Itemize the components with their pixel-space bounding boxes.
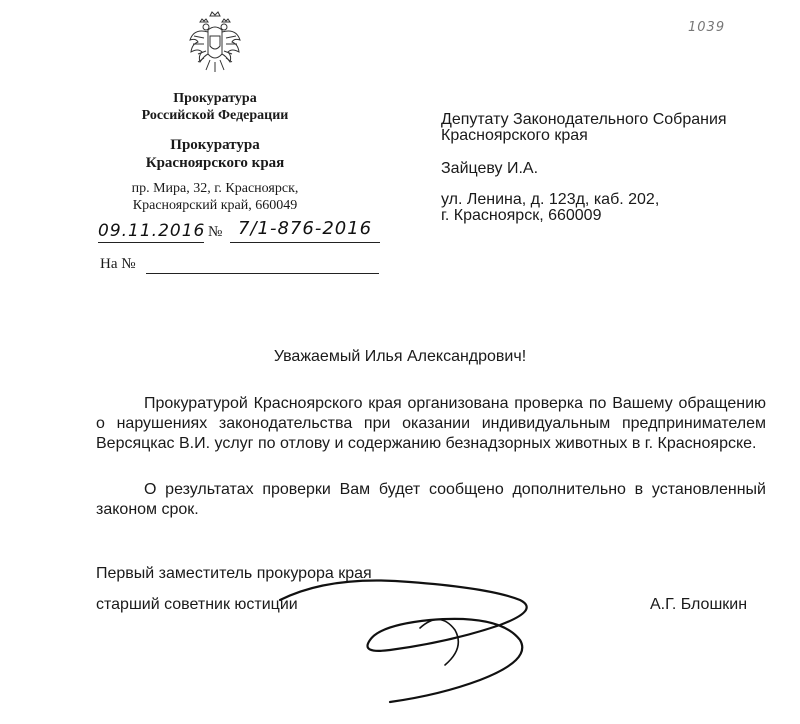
signatory-title-2: старший советник юстиции bbox=[96, 596, 298, 613]
recipient-address2: г. Красноярск, 660009 bbox=[441, 207, 602, 224]
handwritten-reg-number: 7/1-876-2016 bbox=[238, 218, 373, 239]
body-paragraph-1: Прокуратурой Красноярского края организована проверка по Вашему обращению о нарушениях законодательства при оказании индивидуальным предпринимателем Версяцкас В.И. услуг по отлову и содержанию безнадзорных животных в г. Красноярске. bbox=[96, 395, 766, 452]
sender-org-krasnoyarsk: Прокуратура Красноярского края bbox=[145, 137, 285, 171]
sender-org-russia: Прокуратура Российской Федерации bbox=[141, 91, 289, 123]
recipient-line1: Депутату Законодательного Собрания bbox=[441, 111, 727, 128]
signatory-title-1: Первый заместитель прокурора края bbox=[96, 565, 372, 582]
recipient-line2: Красноярского края bbox=[441, 127, 588, 144]
signatory-name: А.Г. Блошкин bbox=[650, 596, 748, 613]
salutation: Уважаемый Илья Александрович! bbox=[273, 348, 527, 365]
sender-address: пр. Мира, 32, г. Красноярск, Красноярский край, 660049 bbox=[131, 181, 299, 213]
recipient-address1: ул. Ленина, д. 123д, каб. 202, bbox=[441, 191, 660, 208]
coat-of-arms-emblem bbox=[186, 10, 244, 76]
number-sign: № bbox=[208, 224, 223, 240]
reply-to-label: На № bbox=[100, 256, 136, 272]
reply-to-underline bbox=[146, 273, 379, 274]
recipient-name: Зайцеву И.А. bbox=[441, 160, 539, 177]
reg-number-underline bbox=[230, 242, 380, 243]
date-underline bbox=[98, 242, 204, 243]
body-paragraph-2: О результатах проверки Вам будет сообщено дополнительно в установленный законом срок. bbox=[96, 481, 766, 518]
handwritten-date: 09.11.2016 bbox=[98, 221, 206, 241]
handwritten-signature bbox=[270, 570, 570, 710]
corner-mark: 1039 bbox=[688, 20, 726, 35]
